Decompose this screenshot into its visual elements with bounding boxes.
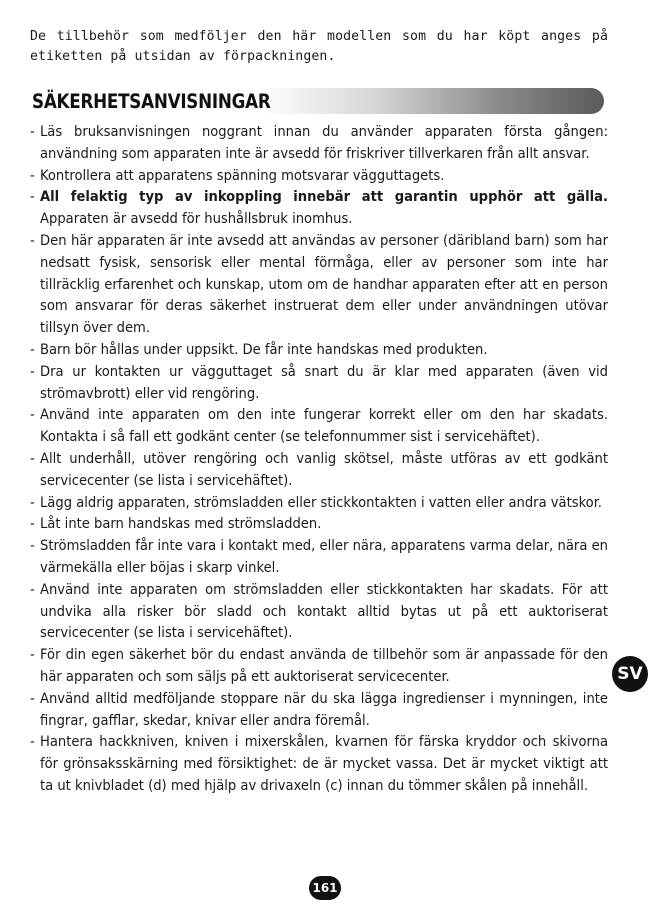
list-item xyxy=(30,688,608,732)
bullet-dash: - xyxy=(30,123,35,140)
language-badge: SV xyxy=(612,656,648,692)
bullet-dash: - xyxy=(30,449,35,467)
list-item xyxy=(30,165,608,187)
intro-text: De tillbehör som medföljer den här modellen som du har köpt anges på etiketten på utsidan av förpackningen. xyxy=(30,29,608,64)
list-item-text: Strömsladden får inte vara i kontakt med, eller nära, apparatens varma delar, nära en värmekälla eller böjas i skarp vinkel. xyxy=(40,537,608,576)
list-item-text: Använd inte apparaten om den inte fungerar korrekt eller om den har skadats. Kontakta i så fall ett godkänt center (se telefonnummer sist i servicehäftet). xyxy=(40,406,608,446)
list-item xyxy=(30,579,608,644)
page-number: 161 xyxy=(309,876,341,900)
list-item xyxy=(30,644,608,688)
section-heading: SÄKERHETSANVISNINGAR xyxy=(32,90,271,113)
list-item xyxy=(30,492,608,514)
list-item-text: Kontrollera att apparatens spänning motsvarar vägguttagets. xyxy=(40,166,445,184)
list-item-text: Låt inte barn handskas med strömsladden. xyxy=(40,515,322,533)
bullet-dash: - xyxy=(30,733,35,751)
bullet-dash: - xyxy=(30,493,35,511)
list-item-bold-text: All felaktig typ av inkoppling innebär att garantin upphör att gälla. xyxy=(40,188,608,206)
list-item xyxy=(30,339,608,361)
list-item-text: Använd alltid medföljande stoppare när du ska lägga ingredienser i mynningen, inte fingrar, gafflar, skedar, knivar eller andra föremål. xyxy=(40,689,608,729)
list-item-text: För din egen säkerhet bör du endast använda de tillbehör som är anpassade för den här apparaten och som säljs på ett auktoriserat servicecenter. xyxy=(40,646,608,685)
list-item xyxy=(30,361,608,405)
list-item xyxy=(30,731,608,796)
list-item xyxy=(30,404,608,448)
bullet-dash: - xyxy=(30,166,35,184)
list-item xyxy=(30,121,608,165)
bullet-dash: - xyxy=(30,689,35,707)
list-item-text: Använd inte apparaten om strömsladden eller stickkontakten har skadats. För att undvika alla risker bör sladd och kontakt alltid bytas ut på ett auktoriserat servicecenter (se lista i servicehäftet). xyxy=(40,580,608,642)
safety-list xyxy=(30,121,608,797)
list-item xyxy=(30,230,608,339)
list-item xyxy=(30,186,608,230)
list-item-text: Dra ur kontakten ur vägguttaget så snart du är klar med apparaten (även vid strömavbrott) eller vid rengöring. xyxy=(40,362,608,402)
list-item-text: Barn bör hållas under uppsikt. De får inte handskas med produkten. xyxy=(40,340,488,358)
list-item xyxy=(30,448,608,492)
bullet-dash: - xyxy=(30,515,35,533)
list-item-text: Läs bruksanvisningen noggrant innan du använder apparaten första gången: användning som apparaten inte är avsedd för friskriver tillverkaren från allt ansvar. xyxy=(40,123,608,162)
bullet-dash: - xyxy=(30,188,35,206)
bullet-dash: - xyxy=(30,537,35,555)
list-item xyxy=(30,513,608,535)
bullet-dash: - xyxy=(30,406,35,424)
bullet-dash: - xyxy=(30,340,35,358)
bullet-dash: - xyxy=(30,646,35,664)
list-item-text: Lägg aldrig apparaten, strömsladden eller stickkontakten i vatten eller andra vätskor. xyxy=(40,493,602,511)
bullet-dash: - xyxy=(30,231,35,249)
bullet-dash: - xyxy=(30,362,35,380)
list-item-text: Hantera hackkniven, kniven i mixerskålen, kvarnen för färska kryddor och skivorna för grönsaksskärning med försiktighet: de är mycket vassa. Det är mycket viktigt att ta ut knivbladet (d) med hjälp av drivaxeln (c) innan du tömmer skålen på innehåll. xyxy=(40,733,608,794)
list-item-text: Allt underhåll, utöver rengöring och vanlig skötsel, måste utföras av ett godkänt servicecenter (se lista i servicehäftet). xyxy=(40,449,608,489)
list-item xyxy=(30,535,608,579)
list-item-text: Den här apparaten är inte avsedd att användas av personer (däribland barn) som har nedsatt fysisk, sensorisk eller mental förmåga, eller av personer som inte har tillräcklig erfarenhet och kunskap, utom om de handhar apparaten efter att en person som ansvarar för deras säkerhet instruerat dem eller under användningen utövar tillsyn över dem. xyxy=(40,231,608,337)
list-item-text: Apparaten är avsedd för hushållsbruk inomhus. xyxy=(40,210,353,228)
bullet-dash: - xyxy=(30,580,35,598)
